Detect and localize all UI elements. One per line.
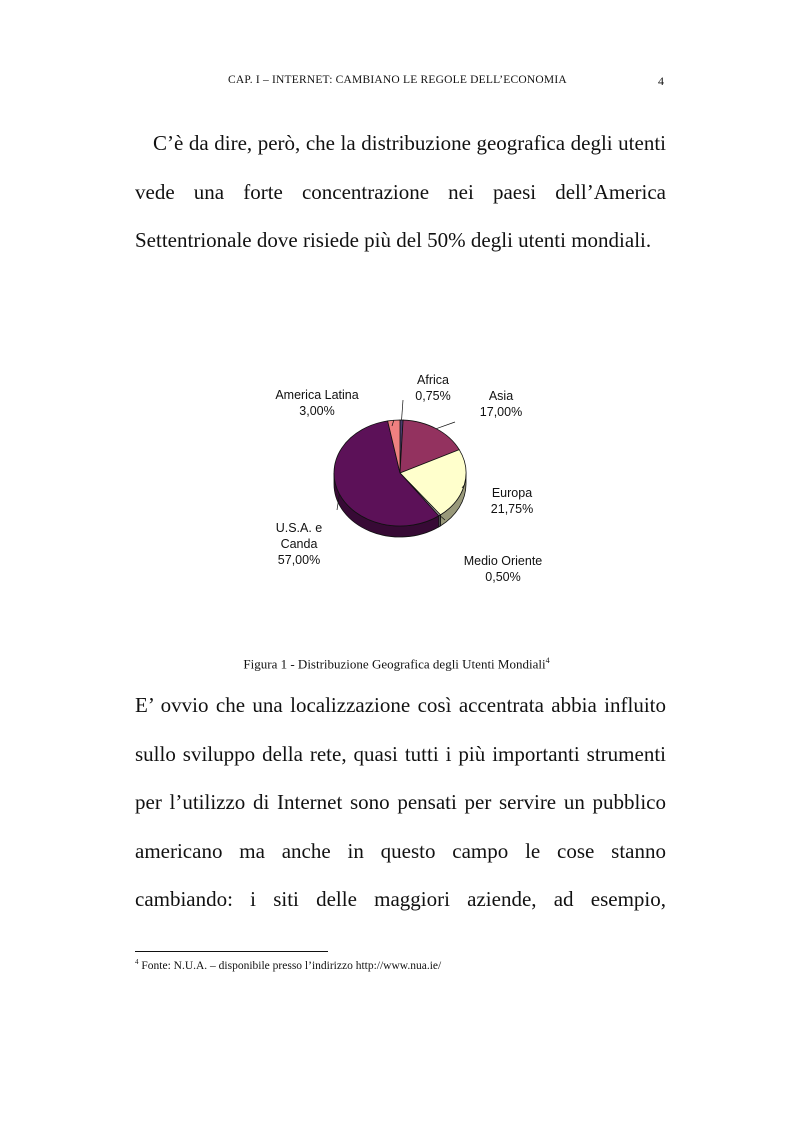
- pie-category-label: U.S.A. e: [275, 521, 323, 535]
- paragraph-line: vede una forte concentrazione nei paesi dell’America: [135, 179, 666, 204]
- paragraph-line: Settentrionale dove risiede più del 50% degli utenti mondiali.: [135, 228, 652, 252]
- footnote-rule: [135, 951, 328, 952]
- figure-caption: [0, 656, 793, 672]
- pie-category-label: Europa: [491, 486, 533, 500]
- pie-value-label: 21,75%: [490, 502, 534, 516]
- pie-category-label: Asia: [488, 389, 514, 403]
- paragraph-line: cambiando: i siti delle maggiori aziende, ad esempio,: [135, 887, 666, 911]
- running-head: CAP. I – INTERNET: CAMBIANO LE REGOLE DELL’ECONOMIA: [228, 74, 567, 86]
- pie-leader-line: [402, 400, 403, 420]
- footnote: [135, 958, 441, 972]
- pie-category-label: Canda: [280, 537, 318, 551]
- page-number: 4: [658, 74, 664, 88]
- pie-value-label: 3,00%: [299, 404, 335, 418]
- pie-value-label: 57,00%: [277, 553, 321, 567]
- paragraph-line: per l’utilizzo di Internet sono pensati per servire un pubblico: [135, 790, 666, 814]
- pie-category-label: America Latina: [275, 388, 359, 402]
- footnote-marker: 4: [135, 958, 139, 966]
- paragraph-line: E’ ovvio che una localizzazione così accentrata abbia influito: [135, 693, 666, 717]
- pie-value-label: 0,75%: [415, 389, 451, 403]
- paragraph-line: americano ma anche in questo campo le cose stanno: [135, 838, 666, 863]
- pie-category-label: Africa: [417, 373, 449, 387]
- caption-footnote-marker: 4: [545, 656, 550, 665]
- caption-text: Figura 1 - Distribuzione Geografica degli Utenti Mondiali: [243, 656, 546, 672]
- paragraph-1: [135, 128, 666, 274]
- paragraph-line: sullo sviluppo della rete, quasi tutti i più importanti strumenti: [135, 741, 666, 766]
- pie-category-label: Medio Oriente: [463, 554, 543, 568]
- footnote-text: Fonte: N.U.A. – disponibile presso l’indirizzo http://www.nua.ie/: [141, 959, 442, 972]
- pie-chart: [255, 360, 555, 600]
- pie-leader-line: [436, 422, 455, 429]
- pie-value-label: 0,50%: [485, 570, 521, 584]
- paragraph-line: C’è da dire, però, che la distribuzione geografica degli utenti: [153, 131, 666, 155]
- paragraph-2: [135, 690, 666, 933]
- pie-chart-svg: [255, 360, 555, 600]
- pie-value-label: 17,00%: [479, 405, 523, 419]
